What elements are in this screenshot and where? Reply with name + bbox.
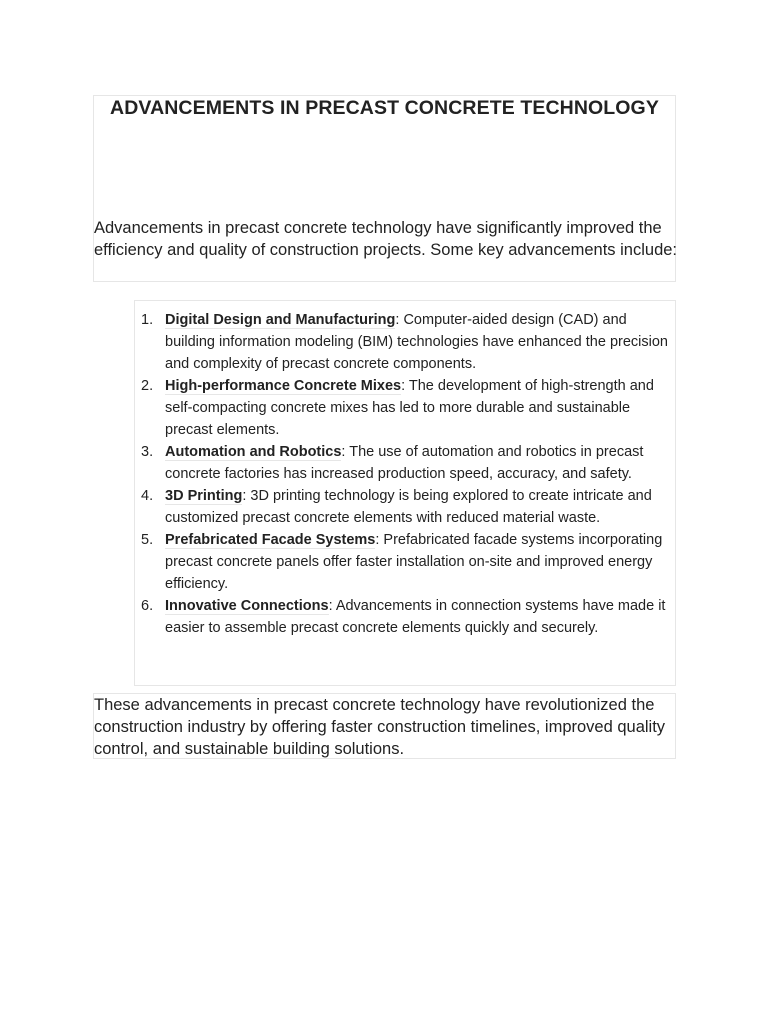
list-item-term: High-performance Concrete Mixes xyxy=(165,378,402,394)
document-title: ADVANCEMENTS IN PRECAST CONCRETE TECHNOLOGY xyxy=(110,97,659,119)
list-item xyxy=(135,595,675,639)
list-item-number: 6. xyxy=(141,598,154,614)
list-item-term: Innovative Connections xyxy=(165,598,329,614)
list-item-number: 5. xyxy=(141,532,154,548)
list-item xyxy=(135,441,675,485)
list-item xyxy=(135,529,675,595)
list-item xyxy=(135,375,675,441)
advancements-list xyxy=(135,309,675,639)
list-item xyxy=(135,309,675,375)
list-item-text: : 3D printing technology is being explored to create intricate and customized precast concrete elements with reduced material waste. xyxy=(165,488,652,526)
conclusion-section xyxy=(93,693,676,759)
list-item-term: Digital Design and Manufacturing xyxy=(165,312,396,328)
list-item-text: : Computer-aided design (CAD) and building information modeling (BIM) technologies have enhanced the precision and complexity of precast concrete components. xyxy=(165,312,668,372)
conclusion-paragraph: These advancements in precast concrete technology have revolutionized the construction industry by offering faster construction timelines, improved quality control, and sustainable building solutions. xyxy=(94,696,666,758)
header-section xyxy=(93,95,676,282)
list-item xyxy=(135,485,675,529)
list-item-term: Automation and Robotics xyxy=(165,444,342,460)
list-item-number: 3. xyxy=(141,444,154,460)
list-item-text: : Advancements in connection systems have made it easier to assemble precast concrete elements quickly and securely. xyxy=(165,598,666,636)
list-item-term: 3D Printing xyxy=(165,488,243,504)
list-item-number: 1. xyxy=(141,312,154,328)
list-item-text: : The use of automation and robotics in precast concrete factories has increased production speed, accuracy, and safety. xyxy=(165,444,644,482)
list-item-number: 4. xyxy=(141,488,154,504)
list-item-number: 2. xyxy=(141,378,154,394)
list-item-term: Prefabricated Facade Systems xyxy=(165,532,376,548)
advancements-list-section xyxy=(134,300,676,686)
list-item-text: : Prefabricated facade systems incorporating precast concrete panels offer faster installation on-site and improved energy efficiency. xyxy=(165,532,663,592)
intro-paragraph: Advancements in precast concrete technology have significantly improved the efficiency and quality of construction projects. Some key advancements include: xyxy=(94,219,678,259)
list-item-text: : The development of high-strength and self-compacting concrete mixes has led to more durable and sustainable precast elements. xyxy=(165,378,654,438)
